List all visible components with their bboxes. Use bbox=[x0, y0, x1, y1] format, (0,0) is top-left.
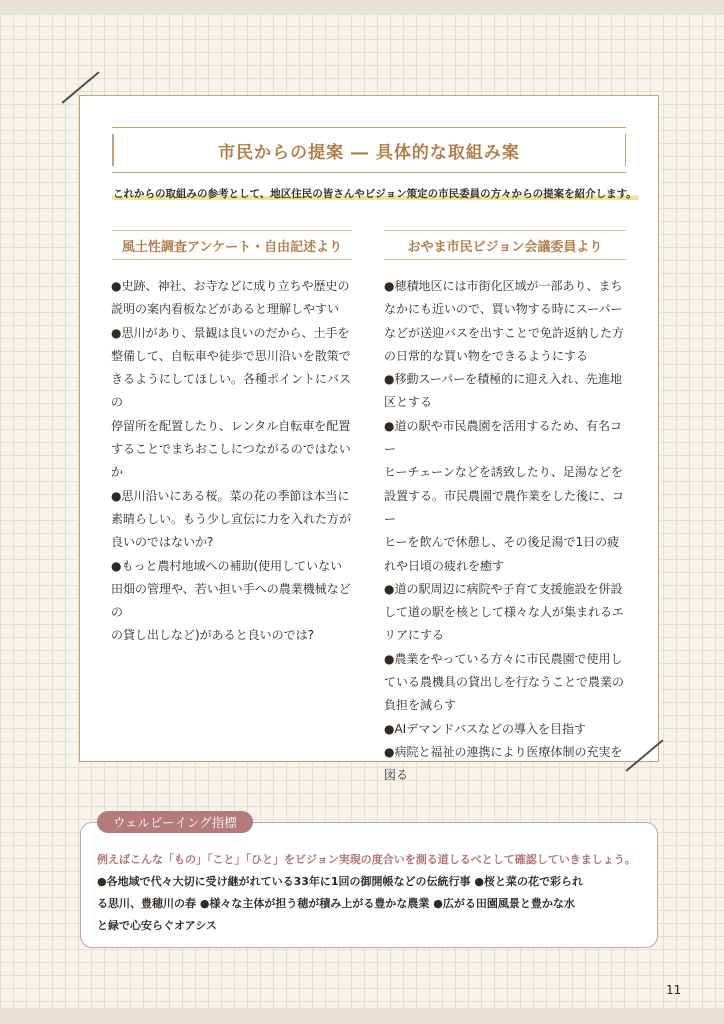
list-line: ●もっと農村地域への補助(使用していない bbox=[111, 558, 343, 573]
wellbeing-line: と緑で心安らぐオアシス bbox=[97, 919, 217, 932]
wellbeing-body bbox=[97, 871, 645, 937]
list-line: 設置する。市民農園で農作業をした後に、コー bbox=[384, 488, 625, 526]
wellbeing-line: ●各地域で代々大切に受け継がれている33年に1回の御開帳などの伝統行事 ●桜と菜の花で彩られ bbox=[97, 875, 583, 888]
bottom-band bbox=[0, 1008, 724, 1024]
list-line: することでまちおこしにつながるのではないか bbox=[111, 442, 351, 480]
list-line: ●病院と福祉の連携により医療体制の充実を bbox=[384, 744, 623, 759]
intro-text bbox=[112, 186, 637, 201]
list-line: の日常的な買い物をできるようにする bbox=[384, 348, 589, 363]
list-line: ●思川沿いにある桜。菜の花の季節は本当に bbox=[111, 488, 350, 503]
list-line: 整備して、自転車や徒歩で思川沿いを散策で bbox=[111, 348, 351, 363]
wellbeing-lead: 例えばこんな「もの」「こと」「ひと」をビジョン実現の度合いを測る道しるべとして確認していきましょう。 bbox=[97, 853, 636, 866]
list-line: ●思川があり、景観は良いのだから、土手を bbox=[111, 325, 350, 340]
list-line: ヒーを飲んで休憩し、その後足湯で1日の疲 bbox=[384, 535, 620, 550]
list-line: リアにする bbox=[384, 628, 445, 643]
left-column-list bbox=[111, 275, 355, 648]
list-line: 図る bbox=[384, 768, 409, 783]
list-line: 負担を減らす bbox=[384, 698, 457, 713]
page-number: 11 bbox=[666, 983, 682, 997]
top-band bbox=[0, 0, 724, 15]
list-line: れや日頃の疲れを癒す bbox=[384, 558, 505, 573]
list-line: 素晴らしい。もう少し宣伝に力を入れた方が bbox=[111, 511, 352, 526]
list-line: ●道の駅周辺に病院や子育て支援施設を併設 bbox=[384, 581, 623, 596]
list-line: 区とする bbox=[384, 395, 433, 410]
list-line: ●農業をやっている方々に市民農園で使用し bbox=[384, 651, 623, 666]
list-line: ●穂積地区には市街化区域が一部あり、まち bbox=[384, 279, 623, 293]
list-line: などが送迎バスを出すことで免許返納した方 bbox=[384, 325, 625, 340]
right-column-list bbox=[384, 275, 630, 788]
intro-highlight: これからの取組みの参考として、地区住民の皆さんやビジョン策定の市民委員の方々からの提案を紹介します。 bbox=[113, 188, 637, 200]
list-line: の貸し出しなど)があると良いのでは? bbox=[111, 628, 315, 643]
list-line: 停留所を配置したり、レンタル自転車を配置 bbox=[111, 418, 351, 433]
list-line: ヒーチェーンなどを誘致したり、足湯などを bbox=[384, 465, 623, 480]
list-line: 田畑の管理や、若い担い手への農業機械などの bbox=[111, 581, 351, 620]
list-line: ている農機具の貸出しを行なうことで農業の bbox=[384, 675, 625, 690]
list-line: なかにも近いので、買い物する時にスーパー bbox=[384, 302, 623, 317]
left-column-heading: 風土性調査アンケート・自由記述より bbox=[112, 230, 352, 260]
list-line: 説明の案内看板などがあると理解しやすい bbox=[111, 302, 340, 317]
list-line: ●移動スーパーを積極的に迎え入れ、先進地 bbox=[384, 372, 622, 387]
wellbeing-tab: ウェルビーイング指標 bbox=[97, 811, 253, 833]
right-column-heading: おやま市民ビジョン会議委員より bbox=[384, 230, 626, 260]
list-line: ●AIデマンドバスなどの導入を目指す bbox=[384, 721, 586, 736]
list-line: きるようにしてほしい。各種ポイントにバスの bbox=[111, 372, 352, 410]
title-box bbox=[112, 127, 626, 173]
list-line: ●史跡、神社、お寺などに成り立ちや歴史の bbox=[111, 279, 350, 293]
list-line: して道の駅を核として様々な人が集まれるエ bbox=[384, 605, 625, 620]
list-line: ●道の駅や市民農園を活用するため、有名コー bbox=[384, 418, 622, 457]
page-title: 市民からの提案 ― 具体的な取組み案 bbox=[218, 142, 520, 163]
list-line: 良いのではないか? bbox=[111, 535, 214, 550]
wellbeing-line: る思川、豊穂川の春 ●様々な主体が担う穂が積み上がる豊かな農業 ●広がる田園風景と豊かな水 bbox=[97, 897, 575, 910]
